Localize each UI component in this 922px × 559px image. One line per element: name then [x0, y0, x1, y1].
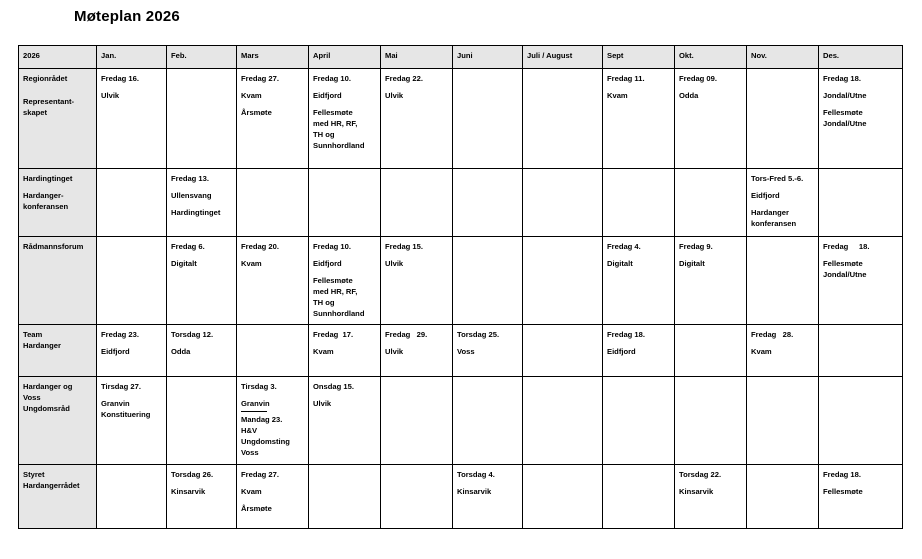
table-cell [309, 237, 381, 325]
cell-text-line: konferansen [751, 219, 797, 228]
cell-text-line: TH og [313, 130, 335, 139]
cell-text-line: Fredag 9. [679, 242, 713, 251]
table-cell [747, 69, 819, 169]
cell-text-line: Fredag 18. [823, 470, 861, 479]
column-header-3: Mars [237, 46, 309, 69]
cell-text-line: Torsdag 26. [171, 470, 214, 479]
table-cell [523, 169, 603, 237]
row-header [19, 465, 97, 529]
cell-text-line: Fellesmøte [823, 108, 863, 117]
cell-text-line: Tors-Fred 5.-6. [751, 174, 804, 183]
cell-text-line: Torsdag 12. [171, 330, 214, 339]
table-cell [167, 69, 237, 169]
table-cell [97, 465, 167, 529]
cell-text-line: med HR, RF, [313, 287, 358, 296]
cell-text-line: Kvam [313, 347, 334, 356]
table-cell [167, 377, 237, 465]
cell-text-line: Fredag 27. [241, 74, 279, 83]
cell-text-line: Fredag 18. [607, 330, 645, 339]
cell-text-line: Kvam [607, 91, 628, 100]
cell-text-line: Hardanger og [23, 382, 73, 391]
column-header-4: April [309, 46, 381, 69]
table-cell [381, 69, 453, 169]
column-header-7: Juli / August [523, 46, 603, 69]
cell-text-line: Voss [457, 347, 475, 356]
cell-text-line: Fredag 18. [823, 74, 861, 83]
table-cell [819, 465, 903, 529]
table-row [19, 69, 903, 169]
table-cell [819, 325, 903, 377]
table-cell [523, 465, 603, 529]
table-cell [603, 237, 675, 325]
row-header [19, 169, 97, 237]
cell-text-line: Representant- [23, 97, 75, 106]
cell-text-line: Voss [241, 448, 259, 457]
table-cell [523, 377, 603, 465]
table-cell [819, 237, 903, 325]
table-cell [819, 377, 903, 465]
table-cell [603, 377, 675, 465]
table-cell [603, 465, 675, 529]
cell-text-line: Onsdag 15. [313, 382, 354, 391]
meeting-plan-table [18, 45, 903, 529]
table-cell [381, 169, 453, 237]
table-cell [237, 325, 309, 377]
cell-text-line: Fredag 09. [679, 74, 717, 83]
cell-text-line: Jondal/Utne [823, 91, 867, 100]
table-cell [453, 377, 523, 465]
cell-text-line: Konstituering [101, 410, 151, 419]
column-header-10: Nov. [747, 46, 819, 69]
table-cell [747, 325, 819, 377]
cell-text-line: Sunnhordland [313, 309, 365, 318]
cell-text-line: Årsmøte [241, 108, 272, 117]
cell-text-line: Fredag 10. [313, 242, 351, 251]
table-row [19, 377, 903, 465]
table-cell [167, 169, 237, 237]
cell-text-line: Odda [171, 347, 191, 356]
table-cell [167, 325, 237, 377]
cell-text-line: Digitalt [607, 259, 633, 268]
table-cell [453, 237, 523, 325]
cell-text-line: Fellesmøte [823, 259, 863, 268]
cell-text-line: Fredag 28. [751, 330, 794, 339]
cell-text-line: Fredag 13. [171, 174, 209, 183]
cell-text-line: Hardangerrådet [23, 481, 80, 490]
page-title: Møteplan 2026 [74, 8, 180, 25]
cell-text-line: Sunnhordland [313, 141, 365, 150]
column-header-6: Juni [453, 46, 523, 69]
cell-text-line: Rådmannsforum [23, 242, 84, 251]
table-cell [747, 377, 819, 465]
cell-text-line: Fredag 10. [313, 74, 351, 83]
column-header-1: Jan. [97, 46, 167, 69]
cell-text-line: Hardingtinget [171, 208, 221, 217]
table-body [19, 69, 903, 529]
table-cell [309, 169, 381, 237]
table-cell [603, 69, 675, 169]
table-cell [747, 237, 819, 325]
column-header-8: Sept [603, 46, 675, 69]
cell-text-line: Fredag 15. [385, 242, 423, 251]
cell-text-line: Fredag 4. [607, 242, 641, 251]
column-header-9: Okt. [675, 46, 747, 69]
cell-text-line: Voss [23, 393, 41, 402]
cell-text-line: Granvin [101, 399, 130, 408]
cell-text-line: konferansen [23, 202, 69, 211]
cell-text-line: skapet [23, 108, 48, 117]
column-header-0: 2026 [19, 46, 97, 69]
table-cell [675, 169, 747, 237]
table-cell [747, 465, 819, 529]
cell-text-line: Tirsdag 3. [241, 382, 277, 391]
table-cell [97, 377, 167, 465]
cell-text-line: Kinsarvik [457, 487, 492, 496]
table-cell [819, 69, 903, 169]
table-cell [309, 69, 381, 169]
table-cell [309, 465, 381, 529]
cell-text-line: Fredag 6. [171, 242, 205, 251]
cell-text-line: Ungdomsråd [23, 404, 70, 413]
cell-text-line: Odda [679, 91, 699, 100]
cell-text-line: Fellesmøte [313, 108, 353, 117]
cell-text-line: Torsdag 22. [679, 470, 722, 479]
cell-text-line: TH og [313, 298, 335, 307]
cell-divider [241, 411, 267, 412]
table-header-row [19, 46, 903, 69]
row-header [19, 69, 97, 169]
cell-text-line: Hardingtinget [23, 174, 73, 183]
table-header [19, 46, 903, 69]
table-row [19, 169, 903, 237]
table-cell [603, 169, 675, 237]
cell-text-line: Team [23, 330, 43, 339]
table-cell [97, 69, 167, 169]
cell-text-line: Jondal/Utne [823, 270, 867, 279]
cell-text-line: Eidfjord [751, 191, 780, 200]
cell-text-line: Fredag 18. [823, 242, 870, 251]
table-cell [523, 237, 603, 325]
table-cell [453, 69, 523, 169]
cell-text-line: Ullensvang [171, 191, 212, 200]
cell-text-line: Tirsdag 27. [101, 382, 141, 391]
meeting-plan-table-wrapper [18, 45, 902, 529]
cell-text-line: med HR, RF, [313, 119, 358, 128]
row-header [19, 377, 97, 465]
cell-text-line: Ulvik [385, 347, 404, 356]
cell-text-line: Fredag 27. [241, 470, 279, 479]
table-cell [237, 465, 309, 529]
cell-text-line: Torsdag 25. [457, 330, 500, 339]
cell-text-line: Fellesmøte [313, 276, 353, 285]
table-cell [603, 325, 675, 377]
cell-text-line: Mandag 23. [241, 415, 283, 424]
cell-text-line: Fellesmøte [823, 487, 863, 496]
cell-text-line: Kvam [241, 487, 262, 496]
table-cell [675, 237, 747, 325]
cell-text-line: Ulvik [385, 91, 404, 100]
cell-text-line: Digitalt [171, 259, 197, 268]
row-header [19, 325, 97, 377]
table-cell [381, 377, 453, 465]
table-cell [97, 325, 167, 377]
cell-text-line: Ulvik [313, 399, 332, 408]
cell-text-line: H&V [241, 426, 258, 435]
column-header-5: Mai [381, 46, 453, 69]
cell-text-line: Årsmøte [241, 504, 272, 513]
table-cell [309, 377, 381, 465]
cell-text-line: Fredag 20. [241, 242, 279, 251]
table-row [19, 325, 903, 377]
cell-text-line: Hardanger [751, 208, 789, 217]
table-cell [381, 325, 453, 377]
table-cell [237, 69, 309, 169]
table-cell [675, 377, 747, 465]
cell-text-line: Ulvik [101, 91, 120, 100]
table-cell [97, 237, 167, 325]
column-header-11: Des. [819, 46, 903, 69]
table-cell [453, 465, 523, 529]
cell-text-line: Regionrådet [23, 74, 68, 83]
table-cell [453, 325, 523, 377]
cell-text-line: Fredag 29. [385, 330, 428, 339]
table-cell [675, 465, 747, 529]
cell-text-line: Hardanger- [23, 191, 64, 200]
table-cell [675, 325, 747, 377]
cell-text-line: Ulvik [385, 259, 404, 268]
cell-text-line: Ungdomsting [241, 437, 290, 446]
table-cell [819, 169, 903, 237]
cell-text-line: Eidfjord [101, 347, 130, 356]
table-cell [747, 169, 819, 237]
table-cell [309, 325, 381, 377]
cell-text-line: Digitalt [679, 259, 705, 268]
table-cell [237, 169, 309, 237]
table-cell [167, 465, 237, 529]
table-cell [523, 69, 603, 169]
table-cell [381, 465, 453, 529]
table-row [19, 465, 903, 529]
table-cell [97, 169, 167, 237]
cell-text-line: Hardanger [23, 341, 61, 350]
cell-text-line: Fredag 11. [607, 74, 645, 83]
table-row [19, 237, 903, 325]
cell-text-line: Eidfjord [607, 347, 636, 356]
cell-text-line: Jondal/Utne [823, 119, 867, 128]
cell-text-line: Granvin [241, 399, 270, 408]
table-cell [453, 169, 523, 237]
table-cell [523, 325, 603, 377]
cell-text-line: Kvam [751, 347, 772, 356]
cell-text-line: Styret [23, 470, 45, 479]
cell-text-line: Kinsarvik [171, 487, 206, 496]
column-header-2: Feb. [167, 46, 237, 69]
cell-text-line: Fredag 17. [313, 330, 354, 339]
table-cell [675, 69, 747, 169]
table-cell [237, 237, 309, 325]
cell-text-line: Kvam [241, 259, 262, 268]
cell-text-line: Kvam [241, 91, 262, 100]
cell-text-line: Eidfjord [313, 259, 342, 268]
table-cell [381, 237, 453, 325]
row-header [19, 237, 97, 325]
cell-text-line: Fredag 22. [385, 74, 423, 83]
cell-text-line: Fredag 16. [101, 74, 139, 83]
cell-text-line: Fredag 23. [101, 330, 139, 339]
cell-text-line: Kinsarvik [679, 487, 714, 496]
table-cell [167, 237, 237, 325]
table-cell [237, 377, 309, 465]
cell-text-line: Torsdag 4. [457, 470, 495, 479]
cell-text-line: Eidfjord [313, 91, 342, 100]
